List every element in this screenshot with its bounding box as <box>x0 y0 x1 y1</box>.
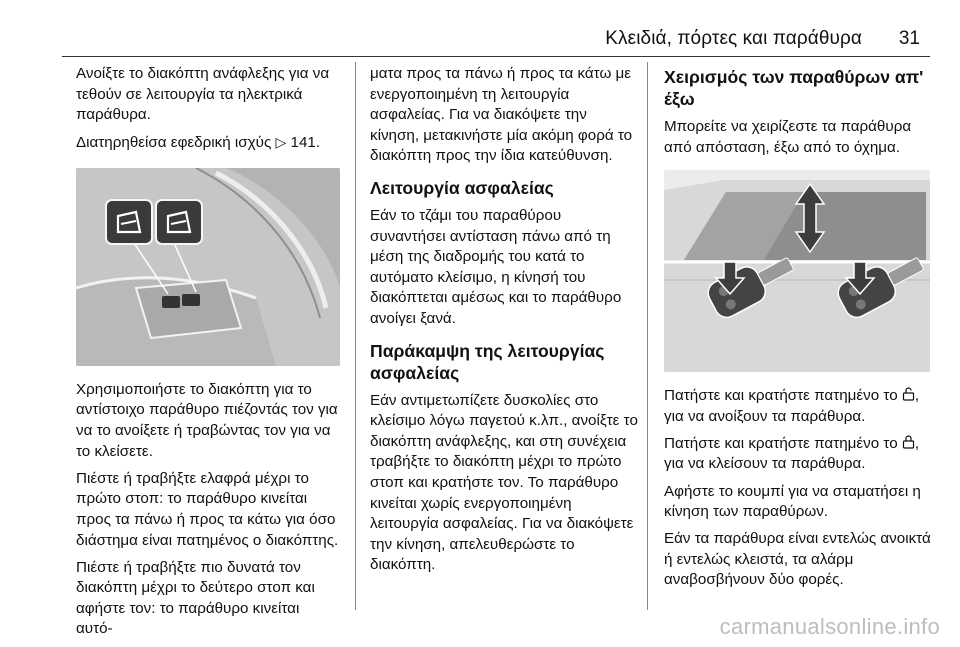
press-unlock-text: Πατήστε και κρατήστε πατημένο το <box>664 387 898 405</box>
paragraph-override-safety: Εάν αντιμετωπίζετε δυσκολίες στο κλείσιμο λόγω παγετού κ.λπ., ανοίξτε το διακόπτη ανάφλεξης, και στη συνέχεια τραβήξτε το διακόπτη μέχρι το πρώτο στοπ και κρατήστε τον. Το παράθυρο κινείται χωρίς ενεργοποιημένη λειτουργία ασφαλείας. Για να διακόψετε την κίνηση, απελευθερώστε το διακόπτη. <box>370 391 638 574</box>
heading-remote-windows: Χειρισμός των παραθύρων απ' έξω <box>664 67 924 109</box>
press-lock-text: Πατήστε και κρατήστε πατημένο το <box>664 434 898 452</box>
column-divider-2 <box>647 62 648 610</box>
page-reference-icon: ▷ <box>275 134 287 151</box>
watermark: carmanualsonline.info <box>719 614 940 639</box>
heading-override-safety: Παράκαμψη της λειτουργίας ασφαλείας <box>370 340 605 383</box>
column-2 <box>370 64 638 582</box>
page-header <box>0 0 960 62</box>
page-number: 31 <box>898 28 920 49</box>
remote-key-illustration <box>664 170 930 372</box>
paragraph-release: Αφήστε το κουμπί για να σταματήσει η κίνηση των παραθύρων. <box>664 482 921 521</box>
press-unlock-result: , για να ανοίξουν τα παράθυρα. <box>664 387 920 425</box>
paragraph-retained-power <box>76 132 340 154</box>
unlock-button-icon <box>902 387 915 401</box>
paragraph-continued: ματα προς τα πάνω ή προς τα κάτω με ενεργοποιημένη τη λειτουργία ασφαλείας. Για να διακόψετε την κίνηση, μετακινήστε μία ακόμη φορά το διακόπτη προς την ίδια κατεύθυνση. <box>370 65 633 165</box>
press-lock-result: , για να κλείσουν τα παράθυρα. <box>664 434 920 473</box>
paragraph-safety-function: Εάν το τζάμι του παραθύρου συναντήσει αντίσταση πάνω από τη μέση της διαδρομής του κατά το αυτόματο κλείσιμο, η κίνησή του διακόπτεται αμέσως και το παράθυρο ανοίγει ξανά. <box>370 206 622 327</box>
heading-safety-function: Λειτουργία ασφαλείας <box>370 177 554 198</box>
header-rule <box>62 56 930 57</box>
retained-power-text: Διατηρηθείσα εφεδρική ισχύς <box>76 134 272 152</box>
paragraph-first-stop: Πιέστε ή τραβήξτε ελαφρά μέχρι το πρώτο στοπ: το παράθυρο κινείται προς τα πάνω ή προς τα κάτω για όσο διάστημα είναι πατημένος ο διακόπτης. <box>76 469 339 549</box>
paragraph-press-unlock <box>664 386 934 427</box>
lock-button-icon <box>902 435 915 449</box>
paragraph-alarm-flash: Εάν τα παράθυρα είναι εντελώς ανοικτά ή εντελώς κλειστά, τα αλάρμ αναβοσβήνουν δύο φορές. <box>664 530 931 589</box>
column-3 <box>664 64 934 598</box>
chapter-title: Κλειδιά, πόρτες και παράθυρα <box>605 28 862 49</box>
paragraph-press-lock <box>664 434 934 475</box>
window-switch-illustration <box>76 168 340 366</box>
column-divider-1 <box>355 62 356 610</box>
column-1 <box>76 64 340 647</box>
paragraph-remote-intro: Μπορείτε να χειρίζεστε τα παράθυρα από απόσταση, έξω από το όχημα. <box>664 118 912 156</box>
paragraph-use-switch: Χρησιμοποιήστε το διακόπτη για το αντίστοιχο παράθυρο πιέζοντάς τον για να το ανοίξετε ή τραβώντας τον για να το κλείσετε. <box>76 380 338 460</box>
retained-power-page-link[interactable]: 141. <box>290 134 321 152</box>
paragraph-second-stop: Πιέστε ή τραβήξτε πιο δυνατά τον διακόπτη μέχρι το δεύτερο στοπ και αφήστε τον: το παράθυρο κινείται αυτό- <box>76 558 315 638</box>
paragraph-ignition: Ανοίξτε το διακόπτη ανάφλεξης για να τεθούν σε λειτουργία τα ηλεκτρικά παράθυρα. <box>76 65 330 124</box>
